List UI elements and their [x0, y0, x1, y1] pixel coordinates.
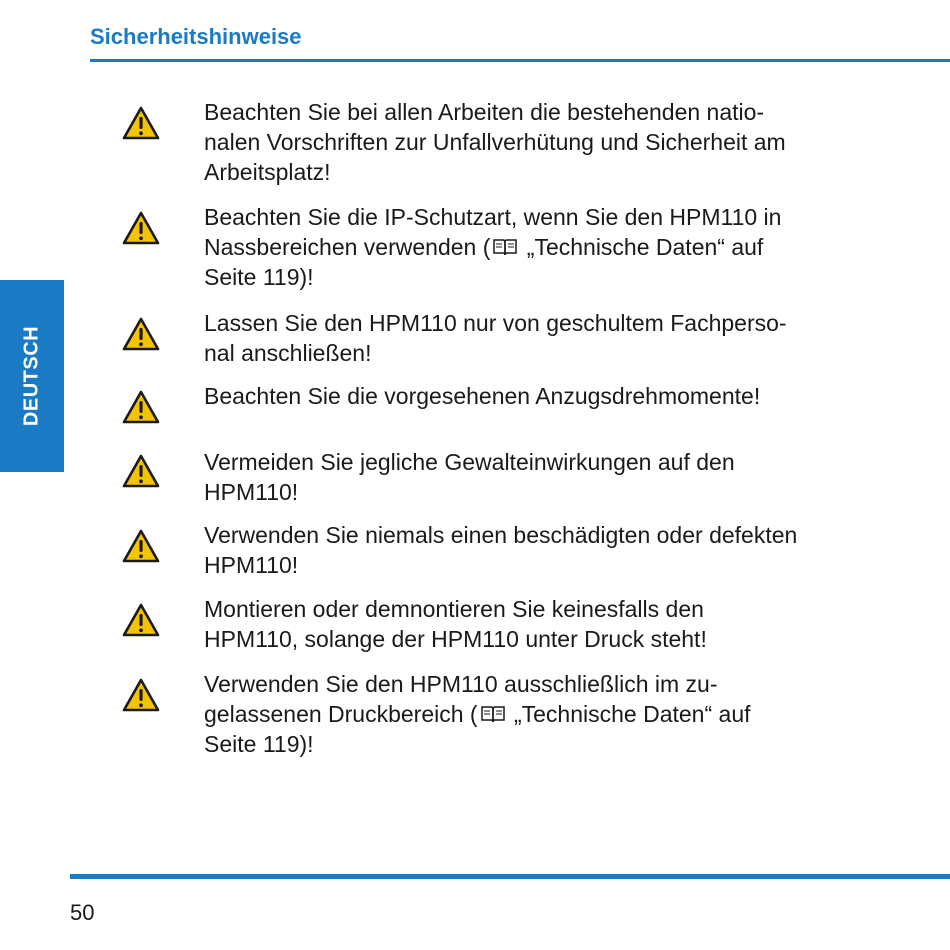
language-tab	[0, 280, 64, 472]
book-icon	[492, 237, 518, 257]
warning-text: Verwenden Sie den HPM110 ausschließlich im zu- gelassenen Druckbereich ( „Technische Daten“ auf Seite 119)!	[204, 671, 751, 757]
warning-text: Vermeiden Sie jegliche Gewalteinwirkungen auf den HPM110!	[204, 449, 735, 505]
footer-divider	[70, 874, 950, 879]
warning-triangle-icon	[121, 453, 161, 489]
warning-text: Lassen Sie den HPM110 nur von geschultem Fachperso- nal anschließen!	[204, 310, 787, 366]
warning-text: Beachten Sie die vorgesehenen Anzugsdrehmomente!	[204, 383, 761, 409]
warning-triangle-icon	[121, 389, 161, 425]
page-number: 50	[70, 900, 95, 925]
warning-text: Verwenden Sie niemals einen beschädigten oder defekten HPM110!	[204, 522, 798, 578]
book-icon	[480, 704, 506, 724]
warning-triangle-icon	[121, 210, 161, 246]
warning-triangle-icon	[121, 602, 161, 638]
warning-text: Beachten Sie die IP-Schutzart, wenn Sie den HPM110 in Nassbereichen verwenden ( „Technische Daten“ auf Seite 119)!	[204, 204, 782, 290]
page-title: Sicherheitshinweise	[90, 24, 302, 49]
warning-text: Beachten Sie bei allen Arbeiten die bestehenden natio- nalen Vorschriften zur Unfallverhütung und Sicherheit am Arbeitsplatz!	[204, 99, 786, 185]
language-tab-label: DEUTSCH	[20, 325, 43, 427]
warning-triangle-icon	[121, 316, 161, 352]
warning-triangle-icon	[121, 105, 161, 141]
warning-triangle-icon	[121, 677, 161, 713]
warning-triangle-icon	[121, 528, 161, 564]
warning-text: Montieren oder demnontieren Sie keinesfalls den HPM110, solange der HPM110 unter Druck steht!	[204, 596, 707, 652]
header-divider	[90, 59, 950, 62]
